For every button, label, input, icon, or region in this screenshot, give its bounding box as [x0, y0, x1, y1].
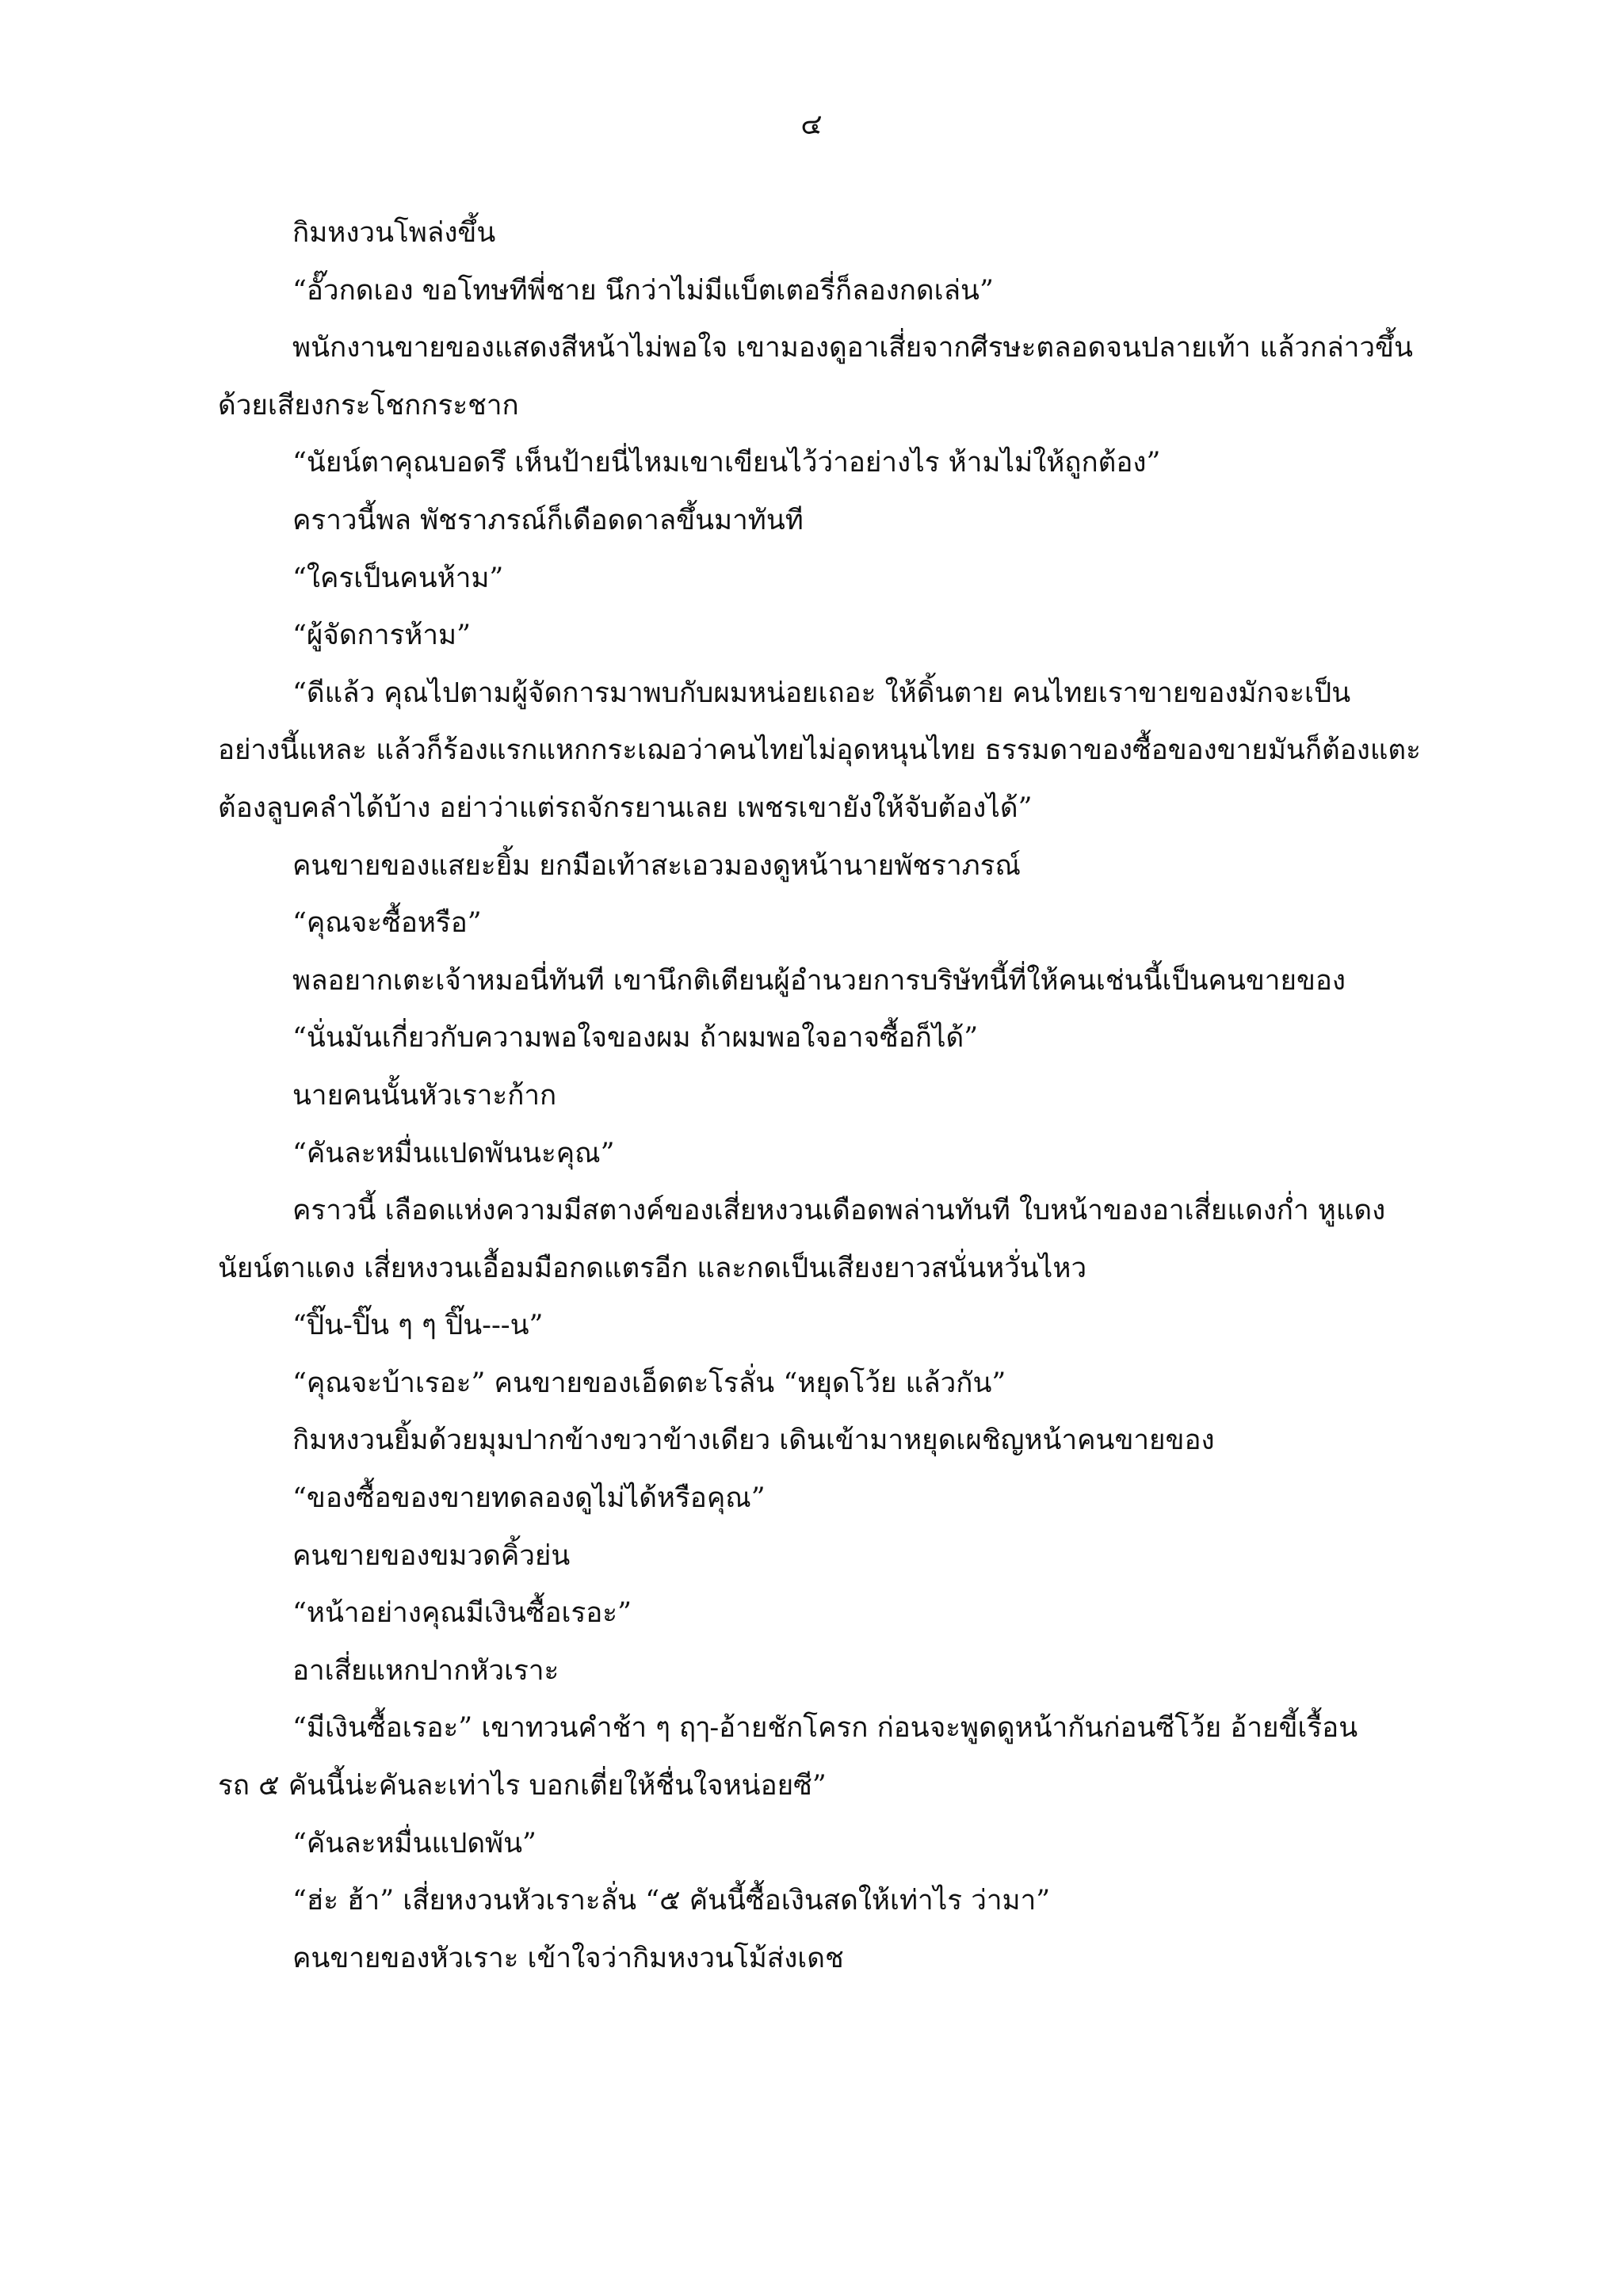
paragraph-line: ต้องลูบคลำได้บ้าง อย่าว่าแต่รถจักรยานเลย เพชรเขายังให้จับต้องได้” — [218, 791, 1033, 824]
paragraph-line: พนักงานขายของแสดงสีหน้าไม่พอใจ เขามองดูอาเสี่ยจากศีรษะตลอดจนปลายเท้า แล้วกล่าวขึ้น — [292, 332, 1413, 364]
paragraph-line: กิมหงวนยิ้มด้วยมุมปากข้างขวาข้างเดียว เดินเข้ามาหยุดเผชิญหน้าคนขายของ — [292, 1425, 1215, 1457]
paragraph-line: อย่างนี้แหละ แล้วก็ร้องแรกแหกกระเฌอว่าคนไทยไม่อุดหนุนไทย ธรรมดาของซื้อของขายมันก็ต้องแตะ — [218, 734, 1421, 767]
paragraph-line: “ใครเป็นคนห้าม” — [292, 562, 504, 594]
paragraph-line: “ผู้จัดการห้าม” — [292, 620, 471, 652]
page-number: ๔ — [800, 109, 823, 141]
paragraph-line: คนขายของขมวดคิ้วย่น — [292, 1539, 571, 1572]
paragraph-line: พลอยากเตะเจ้าหมอนี่ทันที เขานึกติเตียนผู้อำนวยการบริษัทนี้ที่ให้คนเช่นนี้เป็นคนขายของ — [292, 964, 1346, 997]
paragraph-line: “อั๊วกดเอง ขอโทษทีพี่ชาย นึกว่าไม่มีแบ็ตเตอรี่ก็ลองกดเล่น” — [292, 274, 994, 307]
paragraph-line: “นัยน์ตาคุณบอดรึ เห็นป้ายนี่ไหมเขาเขียนไว้ว่าอย่างไร ห้ามไม่ให้ถูกต้อง” — [292, 447, 1161, 479]
paragraph-line: ด้วยเสียงกระโชกกระชาก — [218, 389, 519, 421]
paragraph-line: คนขายของแสยะยิ้ม ยกมือเท้าสะเอวมองดูหน้านายพัชราภรณ์ — [292, 849, 1021, 882]
body-text — [218, 204, 1434, 1987]
paragraph-line: “ปิ๊น-ปิ๊น ๆ ๆ ปิ๊น---น” — [292, 1310, 544, 1342]
paragraph-line: “คุณจะซื้อหรือ” — [292, 907, 482, 940]
paragraph-line: รถ ๕ คันนี้น่ะคันละเท่าไร บอกเตี่ยให้ชื่นใจหน่อยซี” — [218, 1770, 827, 1802]
paragraph-line: “นั่นมันเกี่ยวกับความพอใจของผม ถ้าผมพอใจอาจซื้อก็ได้” — [292, 1022, 979, 1055]
paragraph-line: “มีเงินซื้อเรอะ” เขาทวนคำช้า ๆ ฤๅ-อ้ายชักโครก ก่อนจะพูดดูหน้ากันก่อนซีโว้ย อ้ายขี้เรื้อน — [292, 1712, 1358, 1745]
paragraph-line: “ของซื้อของขายทดลองดูไม่ได้หรือคุณ” — [292, 1482, 766, 1515]
paragraph-line: คนขายของหัวเราะ เข้าใจว่ากิมหงวนโม้ส่งเดช — [292, 1942, 844, 1974]
paragraph-line: คราวนี้ เลือดแห่งความมีสตางค์ของเสี่ยหงวนเดือดพล่านทันที ใบหน้าของอาเสี่ยแดงก่ำ หูแดง — [292, 1195, 1386, 1227]
paragraph-line: “คันละหมื่นแปดพันนะคุณ” — [292, 1137, 615, 1169]
paragraph-line: “คุณจะบ้าเรอะ” คนขายของเอ็ดตะโรลั่น “หยุดโว้ย แล้วกัน” — [292, 1367, 1006, 1399]
paragraph-line: “ดีแล้ว คุณไปตามผู้จัดการมาพบกับผมหน่อยเถอะ ให้ดิ้นตาย คนไทยเราขายของมักจะเป็น — [292, 677, 1351, 709]
paragraph-line: นายคนนั้นหัวเราะก้าก — [292, 1079, 557, 1112]
paragraph-line: “คันละหมื่นแปดพัน” — [292, 1827, 537, 1859]
paragraph-line: นัยน์ตาแดง เสี่ยหงวนเอื้อมมือกดแตรอีก และกดเป็นเสียงยาวสนั่นหวั่นไหว — [218, 1252, 1087, 1284]
paragraph-line: อาเสี่ยแหกปากหัวเราะ — [292, 1654, 559, 1687]
paragraph-line: คราวนี้พล พัชราภรณ์ก็เดือดดาลขึ้นมาทันที — [292, 504, 804, 536]
paragraph-line: กิมหงวนโพล่งขึ้น — [292, 217, 496, 249]
paragraph-line: “หน้าอย่างคุณมีเงินซื้อเรอะ” — [292, 1597, 632, 1630]
paragraph-line: “ฮ่ะ ฮ้า” เสี่ยหงวนหัวเราะลั่น “๕ คันนี้ซื้อเงินสดให้เท่าไร ว่ามา” — [292, 1885, 1051, 1917]
